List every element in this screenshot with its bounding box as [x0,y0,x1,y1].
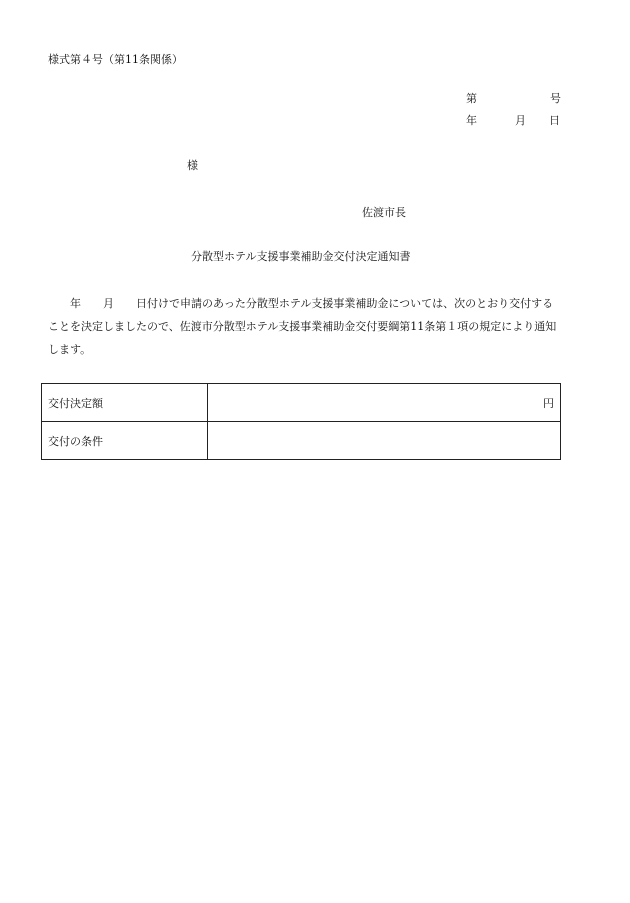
document-number-suffix: 号 [550,92,561,105]
grant-conditions-value [208,422,561,460]
table-row [42,422,561,460]
table-row [42,384,561,422]
grant-amount-label: 交付決定額 [42,384,208,422]
date-day: 日 [549,114,560,127]
body-paragraph [48,292,561,361]
body-text: 日付けで申請のあった分散型ホテル支援事業補助金については、次のとおり交付することを決定しましたので、佐渡市分散型ホテル支援事業補助金交付要綱第11条第１項の規定により通知します。 [48,297,557,356]
grant-conditions-label: 交付の条件 [42,422,208,460]
date-year: 年 [466,114,477,127]
addressee-suffix: 様 [187,159,198,172]
body-year: 年 [70,297,81,310]
sender-name: 佐渡市長 [362,206,406,219]
document-number-prefix: 第 [466,92,477,105]
date-month: 月 [515,114,526,127]
document-title: 分散型ホテル支援事業補助金交付決定通知書 [191,250,411,263]
grant-amount-value: 円 [208,384,561,422]
grant-info-table [41,383,561,460]
body-month: 月 [103,297,114,310]
form-number: 様式第４号（第11条関係） [48,53,183,66]
